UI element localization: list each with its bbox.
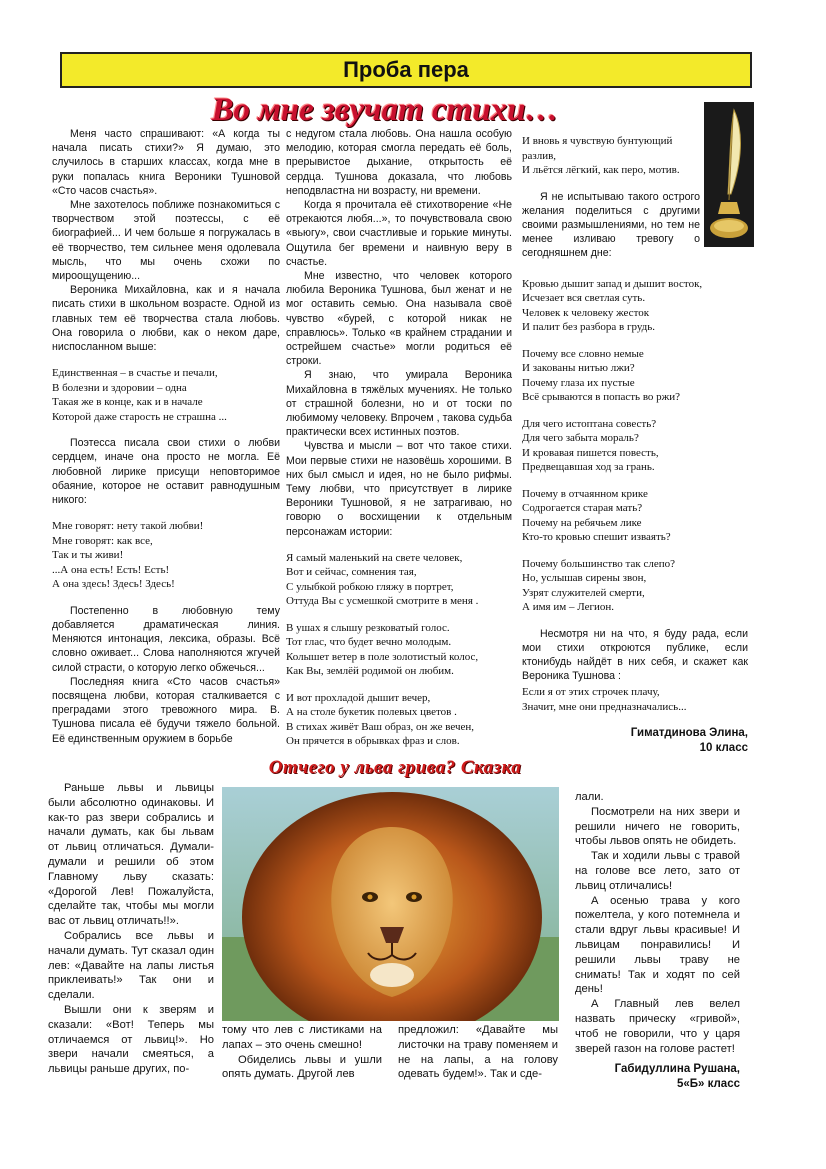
paragraph: лали. [575, 791, 604, 803]
lion-photo [222, 787, 559, 1021]
paragraph: Поэтесса писала свои стихи о любви сердцем, иначе она просто не могла. Её любовной лирике присущи неповторимое обаяние, которое не оставит равнодушным никого: [52, 437, 280, 507]
verse-line: Единственная – в счастье и печали, [52, 367, 218, 380]
paragraph: Постепенно в любовную тему добавляется драматическая линия. Меняются интонация, лексика, образы. Всё словно оживает... Слова наполняются жгучей силой страсти, о которую легко обжечься... [52, 604, 280, 674]
paragraph: Мне захотелось поближе познакомиться с творчеством этой поэтессы, с её биографией... И чем больше я погружалась в её творчество, тем сильнее меня одолевала мысль, что мы очень схожи по мироощущению... [52, 199, 280, 283]
verse-line: И палит без разбора в грудь. [522, 321, 655, 334]
verse-line: Почему большинство так слепо? [522, 557, 675, 570]
paragraph: Последняя книга «Сто часов счастья» посвящена любви, которая сталкивается с преградами этого тревожного мира. В. Тушнова писала её будучи тяжело больной. Её единственным оружием в борьбе [52, 675, 280, 745]
verse-line: Он прячется в обрывках фраз и слов. [286, 735, 460, 748]
paragraph: с недугом стала любовь. Она нашла особую мелодию, которая смогла передать её боль, прерывистое дыхание, открытость её сердца. Тушнова доказала, что любовь неподвластна ни возрасту, ни времени. [286, 128, 512, 197]
verse-line: Которой даже старость не страшна ... [52, 410, 227, 423]
paragraph: Собрались все львы и начали думать. Тут сказал один лев: «Давайте на лапы листья приклеивать!» Так они и сделали. [48, 929, 214, 1002]
verse-line: И вот прохладой дышит вечер, [286, 691, 431, 704]
paragraph: Обиделись львы и ушли опять думать. Другой лев [222, 1053, 382, 1081]
verse-line: Мне говорят: нету такой любви! [52, 520, 204, 533]
verse-line: ...А она есть! Есть! Есть! [52, 563, 170, 576]
verse-line: В болезни и здоровии – одна [52, 381, 187, 394]
verse-line: Я самый маленький на свете человек, [286, 551, 463, 564]
section-banner [60, 52, 752, 88]
paragraph: предложил: «Давайте мы листочки на траву поменяем и не на лапы, а на голову одевать будем!». Так и сде- [398, 1024, 558, 1081]
verse [286, 551, 512, 609]
verse [522, 134, 748, 178]
verse-line: Узрят служителей смерти, [522, 586, 645, 599]
verse-line: И закованы нитью лжи? [522, 362, 635, 375]
verse-line: Для чего истоптана совесть? [522, 417, 657, 430]
verse [522, 487, 748, 545]
verse-line: разлив, [522, 149, 557, 162]
author-grade: 10 класс [699, 742, 748, 755]
verse-line: Предвещавшая ход за грань. [522, 461, 655, 474]
verse-line: Вот и сейчас, сомнения тая, [286, 566, 417, 579]
verse-line: А она здесь! Здесь! Здесь! [52, 578, 175, 591]
verse-line: Почему на ребячьем лике [522, 516, 642, 529]
paragraph: Вышли они к зверям и сказали: «Вот! Теперь мы отличаемся от львиц!». Но звери начали смеяться, а львицы раньше других, по- [48, 1003, 214, 1076]
article2-column-2 [222, 1023, 382, 1082]
paragraph: Вероника Михайловна, как и я начала писать стихи в школьном возрасте. Одной из главных тем её творчества стала любовь. Она говорила о любви, как о неком даре, ниспосланном выше: [52, 284, 280, 354]
paragraph: Мне известно, что человек которого любила Вероника Тушнова, был женат и не мог оставить семью. Она называла своё чувство «бурей, с которой никак не справлюсь». Только «в крайнем страдании и острейшем счастье» могли родиться её строки. [286, 270, 512, 368]
verse-line: Почему глаза их пустые [522, 376, 635, 389]
verse-line: Для чего забыта мораль? [522, 432, 639, 445]
verse [522, 347, 748, 405]
verse-line: Но, услышав сирены звон, [522, 572, 647, 585]
verse-line: Оттуда Вы с усмешкой смотрите в меня . [286, 595, 479, 608]
paragraph: Когда я прочитала её стихотворение «Не отрекаются любя...», то почувствовала свою «вьюгу», свои счастливые и горькие минуты. Ощутила бег времени и наивную веру в счастье. [286, 199, 512, 268]
paragraph: А осенью трава у кого пожелтела, у кого потемнела и стали вдруг львы красивые! И львицам понравились! И решили львы траву не снимать! Так и ходят по сей день! [575, 894, 740, 996]
author-name: Габидуллина Рушана, [614, 1063, 740, 1076]
verse-line: С улыбкой робкою гляжу в портрет, [286, 580, 454, 593]
verse-line: Кто-то кровью спешит изваять? [522, 531, 671, 544]
article-title: Во мне звучат стихи… [211, 92, 559, 128]
verse [286, 691, 512, 749]
paragraph: Посмотрели на них звери и решили ничего не говорить, чтобы львов опять не обидеть. [575, 805, 740, 848]
verse-line: Почему все словно немые [522, 347, 644, 360]
paragraph: тому что лев с листиками на лапах – это очень смешно! [222, 1024, 382, 1051]
fairy-tale-title: Отчего у льва грива? Сказка [268, 757, 522, 778]
verse-line: Человек к человеку жесток [522, 306, 650, 319]
verse-line: Если я от этих строчек плачу, [522, 686, 660, 699]
article2-column-1 [48, 781, 214, 1077]
verse-line: И кровавая пишется повесть, [522, 446, 659, 459]
article1-column-3 [522, 134, 748, 756]
verse-line: Значит, мне они предназначались... [522, 700, 687, 713]
verse [522, 557, 748, 615]
paragraph: Я знаю, что умирала Вероника Михайловна в тяжёлых мучениях. Не только от страшной болезни, но и от тоски по любимому человеку. Впрочем , такова судьба практически всех истинных поэтов. [286, 369, 512, 439]
verse [522, 277, 748, 335]
verse-line: А имя им – Легион. [522, 601, 615, 614]
verse-line: А на столе букетик полевых цветов . [286, 706, 457, 719]
verse [522, 685, 748, 714]
verse [522, 417, 748, 475]
article2-column-3 [398, 1023, 558, 1082]
verse-line: Так и ты живи! [52, 549, 124, 562]
paragraph: Так и ходили львы с травой на голове все лето, зато от львиц отличались! [575, 850, 740, 892]
verse-line: Всё срываются в попасть во ржи? [522, 391, 681, 404]
verse-line: Колышет ветер в поле золотистый колос, [286, 650, 479, 663]
paragraph: Меня часто спрашивают: «А когда ты начала писать стихи?» Я думаю, это случилось в старших классах, когда мне в руки попалась книга Вероники Тушновой «Сто часов счастья». [52, 128, 280, 197]
paragraph: Я не испытываю такого острого желания поделиться с другими своими размышлениями, но тем не менее изливаю тревогу о сегодняшнем дне: [522, 190, 700, 260]
verse-line: Почему в отчаянном крике [522, 487, 648, 500]
article1-column-2 [286, 127, 512, 761]
author-name: Гиматдинова Элина, [630, 727, 748, 740]
paragraph: А Главный лев велел назвать прическу «гривой», чтоб не говорили, что у царя зверей газон на голове растет! [575, 998, 740, 1055]
verse [286, 621, 512, 679]
verse-line: Такая же в конце, как и в начале [52, 396, 203, 409]
article1-column-1 [52, 127, 280, 746]
author-grade: 5«Б» класс [676, 1078, 740, 1091]
verse-line: Как Вы, землёй родимой он любим. [286, 665, 454, 678]
article2-column-4 [575, 790, 740, 1092]
paragraph: Несмотря ни на что, я буду рада, если мои стихи откроются публике, если ктонибудь найдёт в них себя, и скажет как Вероника Тушнова : [522, 627, 748, 683]
paragraph: Чувства и мысли – вот что такое стихи. Мои первые стихи не назовёшь хорошими. В них был смысл и идея, но не было рифмы. Тему любви, что присутствует в лирике Вероники Тушновой, я не затрагиваю, но говорю о восхищении к отдельным персонажам истории: [286, 440, 512, 538]
verse-line: Содрогается старая мать? [522, 502, 643, 515]
verse-line: В стихах живёт Ваш образ, он же вечен, [286, 720, 475, 733]
verse-line: И вновь я чувствую бунтующий [522, 135, 673, 147]
verse-line: Кровью дышит запад и дышит восток, [522, 277, 703, 290]
verse-line: И льётся лёгкий, как перо, мотив. [522, 164, 680, 176]
section-title: Проба пера [343, 57, 469, 82]
verse [52, 366, 280, 424]
verse-line: Тот глас, что будет вечно молодым. [286, 636, 452, 649]
verse [52, 519, 280, 592]
verse-line: Мне говорят: как все, [52, 534, 153, 547]
verse-line: В ушах я слышу резковатый голос. [286, 621, 450, 634]
verse-line: Исчезает вся светлая суть. [522, 292, 646, 305]
paragraph: Раньше львы и львицы были абсолютно одинаковы. И как-то раз звери собрались и начали думать, как бы львам от львиц отличаться. Думали-думали и решили об этом Главному льву сказать: «Дорогой Лев! Пожалуйста, сделайте так, чтобы мы могли вас от львиц отличать!!». [48, 782, 214, 928]
